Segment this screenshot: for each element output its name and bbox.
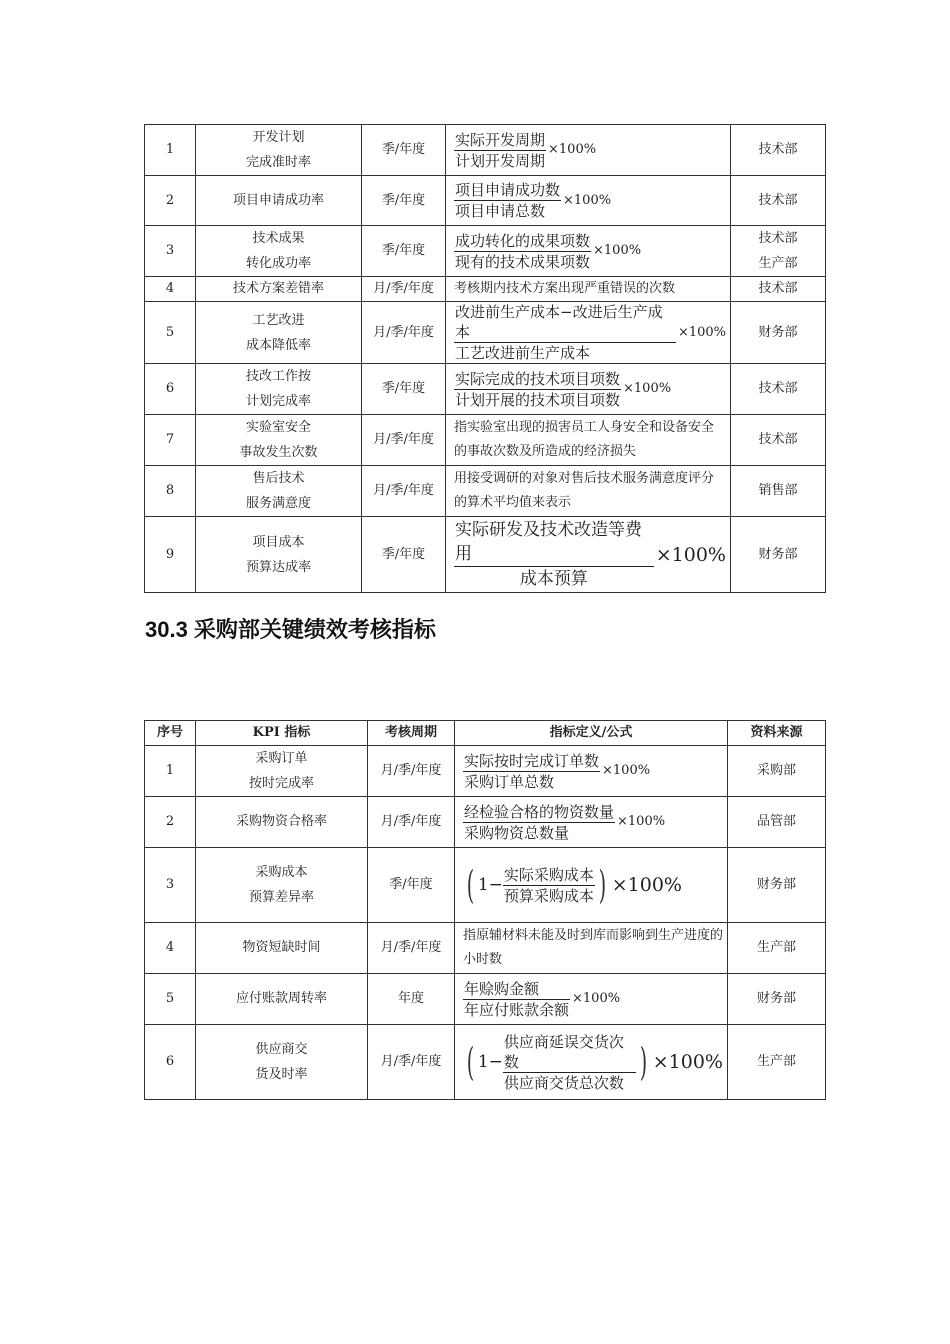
row-number: 1 [145,125,196,176]
section-heading: 30.3 采购部关键绩效考核指标 [145,617,436,642]
table-row [145,746,826,797]
fraction: $\frac{\text{供应商延误交货次数}}{\text{供应商交货总次数}}$ [503,1032,636,1093]
kpi-name: 项目申请成功率 [196,176,362,226]
row-number: 6 [145,1025,196,1100]
row-number: 2 [145,797,196,848]
kpi-period: 季/年度 [362,125,446,176]
kpi-source: 财务部 [728,974,826,1025]
row-number: 8 [145,466,196,517]
table-row [145,226,826,277]
header-no: 序号 [145,721,196,746]
kpi-source: 品管部 [728,797,826,848]
row-number: 4 [145,277,196,302]
kpi-definition: 用接受调研的对象对售后技术服务满意度评分的算术平均值来表示 [446,466,731,517]
kpi-period: 月/季/年度 [368,746,455,797]
kpi-formula: $\frac{\text{实际研发及技术改造等费用}}{\text{成本预算}}$ ×100% [446,517,731,593]
table-row [145,302,826,364]
row-number: 9 [145,517,196,593]
fraction: $\frac{\text{实际按时完成订单数}}{\text{采购订单总数}}$ [464,751,600,791]
kpi-period: 季/年度 [362,517,446,593]
kpi-period: 月/季/年度 [362,302,446,364]
row-number: 3 [145,226,196,277]
kpi-formula: $\frac{\text{实际按时完成订单数}}{\text{采购订单总数}}$ ×100% [455,746,728,797]
kpi-source: 销售部 [731,466,826,517]
kpi-period: 月/季/年度 [368,1025,455,1100]
row-number: 7 [145,415,196,466]
fraction: $\frac{\text{实际研发及技术改造等费用}}{\text{成本预算}}$ [454,518,654,591]
kpi-source: 技术部 [731,415,826,466]
kpi-table-purchasing [144,720,826,1100]
row-number: 6 [145,364,196,415]
kpi-source: 技术部 [731,364,826,415]
fraction: $\frac{\text{成功转化的成果项数}}{\text{现有的技术成果项数}}$ [455,231,591,271]
kpi-name: 应付账款周转率 [196,974,368,1025]
kpi-name: 采购物资合格率 [196,797,368,848]
row-number: 1 [145,746,196,797]
kpi-source: 生产部 [728,923,826,974]
header-definition: 指标定义/公式 [455,721,728,746]
kpi-period: 季/年度 [368,848,455,923]
row-number: 5 [145,974,196,1025]
kpi-source: 生产部 [728,1025,826,1100]
table-row [145,517,826,593]
table-row [145,466,826,517]
table-row [145,797,826,848]
kpi-formula: $\frac{\text{年赊购金额}}{\text{年应付账款余额}}$ ×100% [455,974,728,1025]
row-number: 2 [145,176,196,226]
fraction: $\frac{\text{项目申请成功数}}{\text{项目申请总数}}$ [455,181,561,220]
kpi-name: 技改工作按 计划完成率 [196,364,362,415]
kpi-period: 月/季/年度 [368,923,455,974]
kpi-period: 年度 [368,974,455,1025]
kpi-formula: ( 1− $\frac{\text{供应商延误交货次数}}{\text{供应商交货总次数}}$ ) ×100% [455,1025,728,1100]
kpi-period: 季/年度 [362,226,446,277]
kpi-formula: $\frac{\text{成功转化的成果项数}}{\text{现有的技术成果项数}}$ ×100% [446,226,731,277]
row-number: 5 [145,302,196,364]
fraction: $\frac{\text{实际采购成本}}{\text{预算采购成本}}$ [503,865,594,905]
table-row [145,415,826,466]
kpi-period: 月/季/年度 [362,466,446,517]
kpi-name: 采购订单 按时完成率 [196,746,368,797]
header-kpi: KPI 指标 [196,721,368,746]
fraction: $\frac{\text{改进前生产成本−改进后生产成本}}{\text{工艺改进前生产成本}}$ [454,302,676,363]
kpi-name: 采购成本 预算差异率 [196,848,368,923]
table-row [145,176,826,226]
table-row [145,1025,826,1100]
kpi-formula: $\frac{\text{项目申请成功数}}{\text{项目申请总数}}$ ×100% [446,176,731,226]
kpi-period: 月/季/年度 [362,277,446,302]
table-row [145,923,826,974]
table-row [145,125,826,176]
kpi-table-technical [144,124,826,593]
table-header-row [145,721,826,746]
header-period: 考核周期 [368,721,455,746]
kpi-formula: $\frac{\text{实际完成的技术项目项数}}{\text{计划开展的技术项目项数}}$ ×100% [446,364,731,415]
fraction: $\frac{\text{实际完成的技术项目项数}}{\text{计划开展的技术项目项数}}$ [455,369,621,409]
kpi-source: 采购部 [728,746,826,797]
kpi-source: 技术部 [731,176,826,226]
fraction: $\frac{\text{实际开发周期}}{\text{计划开发周期}}$ [455,130,546,170]
kpi-period: 季/年度 [362,364,446,415]
kpi-name: 工艺改进 成本降低率 [196,302,362,364]
table-row [145,974,826,1025]
kpi-formula: $\frac{\text{改进前生产成本−改进后生产成本}}{\text{工艺改进前生产成本}}$ ×100% [446,302,731,364]
kpi-source: 财务部 [728,848,826,923]
header-source: 资料来源 [728,721,826,746]
table-row [145,848,826,923]
kpi-source: 技术部 [731,125,826,176]
kpi-source: 技术部 生产部 [731,226,826,277]
kpi-definition: 考核期内技术方案出现严重错误的次数 [446,277,731,302]
row-number: 3 [145,848,196,923]
kpi-formula: ( 1− $\frac{\text{实际采购成本}}{\text{预算采购成本}}$ ) ×100% [455,848,728,923]
kpi-source: 财务部 [731,517,826,593]
kpi-period: 月/季/年度 [362,415,446,466]
table-row [145,277,826,302]
kpi-name: 售后技术 服务满意度 [196,466,362,517]
kpi-period: 季/年度 [362,176,446,226]
kpi-name: 技术方案差错率 [196,277,362,302]
table-row [145,364,826,415]
fraction: $\frac{\text{经检验合格的物资数量}}{\text{采购物资总数量}}$ [464,802,615,842]
kpi-formula: $\frac{\text{实际开发周期}}{\text{计划开发周期}}$ ×100% [446,125,731,176]
kpi-name: 技术成果 转化成功率 [196,226,362,277]
kpi-name: 供应商交 货及时率 [196,1025,368,1100]
kpi-definition: 指原辅材料未能及时到库而影响到生产进度的小时数 [455,923,728,974]
kpi-name: 项目成本 预算达成率 [196,517,362,593]
kpi-name: 实验室安全 事故发生次数 [196,415,362,466]
kpi-name: 物资短缺时间 [196,923,368,974]
kpi-period: 月/季/年度 [368,797,455,848]
kpi-definition: 指实验室出现的损害员工人身安全和设备安全的事故次数及所造成的经济损失 [446,415,731,466]
kpi-name: 开发计划 完成准时率 [196,125,362,176]
fraction: $\frac{\text{年赊购金额}}{\text{年应付账款余额}}$ [464,979,570,1019]
row-number: 4 [145,923,196,974]
kpi-formula: $\frac{\text{经检验合格的物资数量}}{\text{采购物资总数量}}$ ×100% [455,797,728,848]
kpi-source: 技术部 [731,277,826,302]
kpi-source: 财务部 [731,302,826,364]
